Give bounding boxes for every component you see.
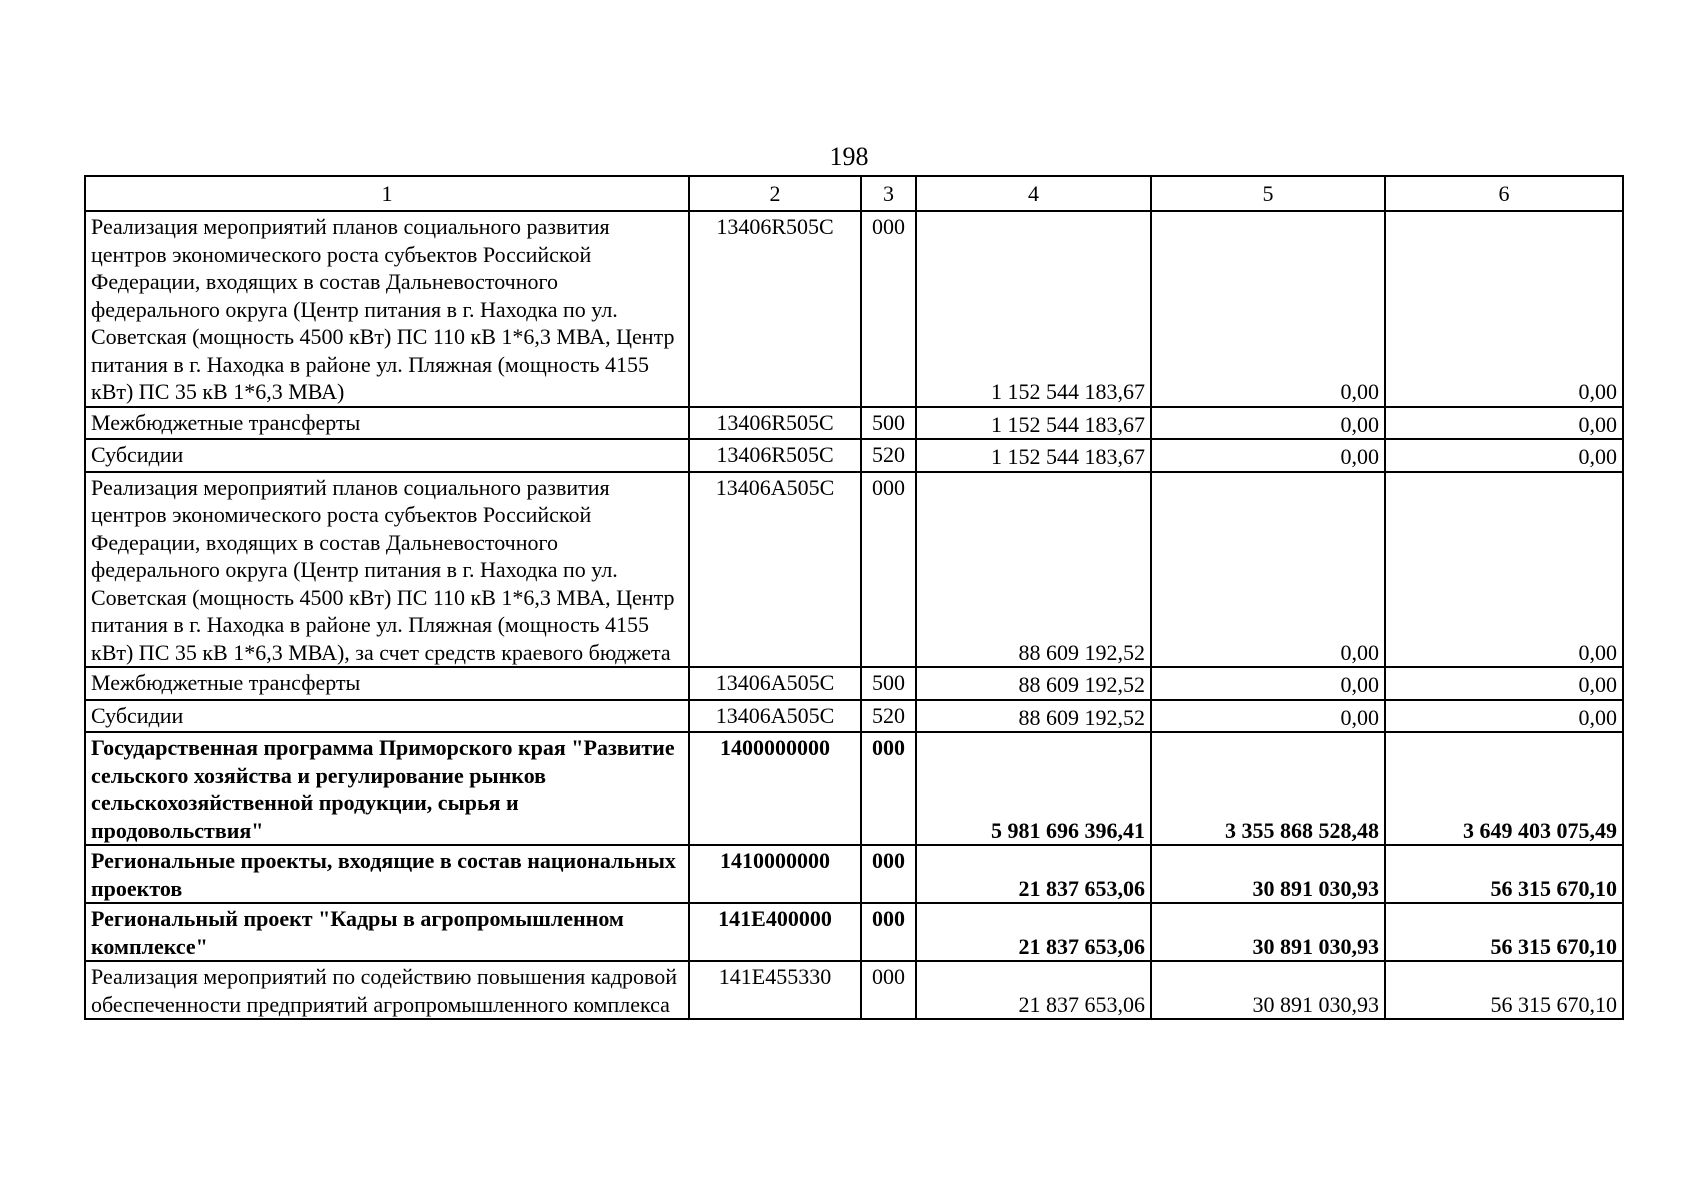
row-expense-type: 000 xyxy=(861,732,916,845)
table-row xyxy=(85,961,1623,1019)
row-name: Региональные проекты, входящие в состав национальных проектов xyxy=(85,845,689,903)
row-value-col5: 30 891 030,93 xyxy=(1151,845,1385,903)
row-value-col4: 88 609 192,52 xyxy=(916,472,1151,668)
row-expense-type: 000 xyxy=(861,845,916,903)
row-name: Государственная программа Приморского края "Развитие сельского хозяйства и регулирование рынков сельскохозяйственной продукции, сырья и продовольствия" xyxy=(85,732,689,845)
row-value-col4: 88 609 192,52 xyxy=(916,700,1151,733)
row-value-col4: 88 609 192,52 xyxy=(916,667,1151,700)
row-target-code: 13406R505C xyxy=(689,407,861,440)
row-value-col6: 0,00 xyxy=(1385,667,1623,700)
column-header-3: 3 xyxy=(861,176,916,211)
row-value-col5: 30 891 030,93 xyxy=(1151,961,1385,1019)
row-expense-type: 000 xyxy=(861,472,916,668)
column-header-1: 1 xyxy=(85,176,689,211)
row-target-code: 1400000000 xyxy=(689,732,861,845)
row-value-col6: 56 315 670,10 xyxy=(1385,961,1623,1019)
row-name: Межбюджетные трансферты xyxy=(85,667,689,700)
row-name: Реализация мероприятий планов социального развития центров экономического роста субъектов Российской Федерации, входящих в состав Дальневосточного федерального округа (Центр питания в г. Находка по ул. Советская (мощность 4500 кВт) ПС 110 кВ 1*6,3 МВА, Центр питания в г. Находка в районе ул. Пляжная (мощность 4155 кВт) ПС 35 кВ 1*6,3 МВА), за счет средств краевого бюджета xyxy=(85,472,689,668)
row-expense-type: 520 xyxy=(861,700,916,733)
row-expense-type: 000 xyxy=(861,961,916,1019)
table-row xyxy=(85,700,1623,733)
table-row xyxy=(85,472,1623,668)
row-expense-type: 000 xyxy=(861,211,916,407)
row-value-col5: 30 891 030,93 xyxy=(1151,903,1385,961)
table-row xyxy=(85,407,1623,440)
column-header-6: 6 xyxy=(1385,176,1623,211)
row-expense-type: 520 xyxy=(861,439,916,472)
row-value-col4: 1 152 544 183,67 xyxy=(916,211,1151,407)
table-row xyxy=(85,732,1623,845)
table-row xyxy=(85,903,1623,961)
column-header-4: 4 xyxy=(916,176,1151,211)
row-target-code: 13406R505C xyxy=(689,439,861,472)
row-value-col4: 21 837 653,06 xyxy=(916,903,1151,961)
table-row xyxy=(85,211,1623,407)
row-value-col4: 1 152 544 183,67 xyxy=(916,407,1151,440)
row-value-col5: 0,00 xyxy=(1151,407,1385,440)
row-value-col6: 0,00 xyxy=(1385,407,1623,440)
row-name: Региональный проект "Кадры в агропромышленном комплексе" xyxy=(85,903,689,961)
row-value-col4: 21 837 653,06 xyxy=(916,961,1151,1019)
row-expense-type: 500 xyxy=(861,667,916,700)
row-value-col4: 5 981 696 396,41 xyxy=(916,732,1151,845)
row-name: Реализация мероприятий планов социального развития центров экономического роста субъектов Российской Федерации, входящих в состав Дальневосточного федерального округа (Центр питания в г. Находка по ул. Советская (мощность 4500 кВт) ПС 110 кВ 1*6,3 МВА, Центр питания в г. Находка в районе ул. Пляжная (мощность 4155 кВт) ПС 35 кВ 1*6,3 МВА) xyxy=(85,211,689,407)
row-value-col5: 0,00 xyxy=(1151,472,1385,668)
table-row xyxy=(85,439,1623,472)
row-target-code: 1410000000 xyxy=(689,845,861,903)
page-number: 198 xyxy=(829,142,869,171)
row-value-col6: 56 315 670,10 xyxy=(1385,903,1623,961)
column-header-5: 5 xyxy=(1151,176,1385,211)
row-value-col5: 0,00 xyxy=(1151,211,1385,407)
row-name: Субсидии xyxy=(85,700,689,733)
table-header-row xyxy=(85,176,1623,211)
row-value-col6: 56 315 670,10 xyxy=(1385,845,1623,903)
row-value-col4: 21 837 653,06 xyxy=(916,845,1151,903)
row-value-col6: 0,00 xyxy=(1385,439,1623,472)
row-name: Межбюджетные трансферты xyxy=(85,407,689,440)
row-target-code: 141Е400000 xyxy=(689,903,861,961)
row-value-col4: 1 152 544 183,67 xyxy=(916,439,1151,472)
table-row xyxy=(85,845,1623,903)
row-value-col5: 0,00 xyxy=(1151,439,1385,472)
row-value-col6: 3 649 403 075,49 xyxy=(1385,732,1623,845)
row-target-code: 13406А505С xyxy=(689,700,861,733)
row-expense-type: 500 xyxy=(861,407,916,440)
row-target-code: 13406R505C xyxy=(689,211,861,407)
budget-table xyxy=(84,175,1624,1020)
row-target-code: 141Е455330 xyxy=(689,961,861,1019)
row-value-col5: 3 355 868 528,48 xyxy=(1151,732,1385,845)
row-target-code: 13406А505С xyxy=(689,667,861,700)
row-value-col5: 0,00 xyxy=(1151,700,1385,733)
table-row xyxy=(85,667,1623,700)
column-header-2: 2 xyxy=(689,176,861,211)
row-expense-type: 000 xyxy=(861,903,916,961)
row-target-code: 13406А505С xyxy=(689,472,861,668)
row-value-col5: 0,00 xyxy=(1151,667,1385,700)
row-value-col6: 0,00 xyxy=(1385,700,1623,733)
row-name: Реализация мероприятий по содействию повышения кадровой обеспеченности предприятий агропромышленного комплекса xyxy=(85,961,689,1019)
row-value-col6: 0,00 xyxy=(1385,472,1623,668)
row-value-col6: 0,00 xyxy=(1385,211,1623,407)
row-name: Субсидии xyxy=(85,439,689,472)
